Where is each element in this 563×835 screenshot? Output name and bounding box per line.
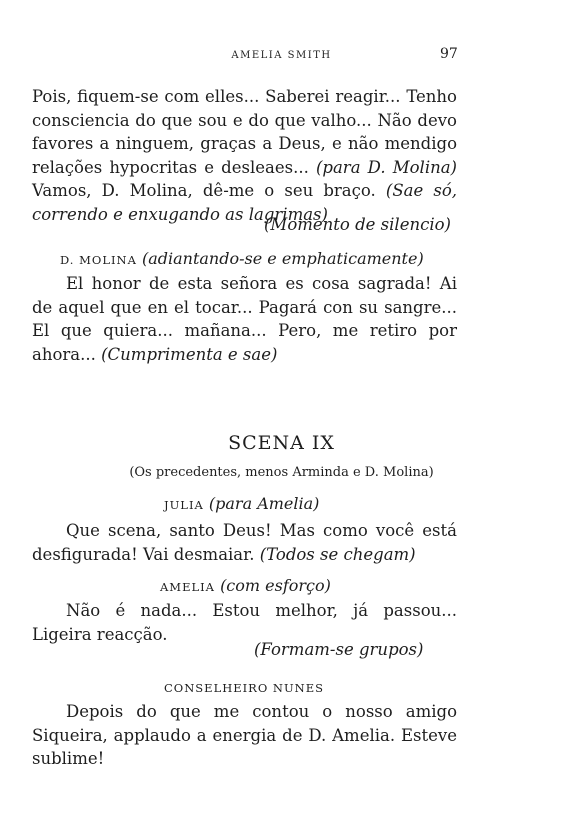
speaker-name: AMELIA [160,580,215,594]
speaker-name: JULIA [164,498,204,512]
speech-text: Não é nada... Estou melhor, já passou... Ligeira reacção. [32,601,457,644]
speaker-julia [164,494,319,513]
amelia-speech-continued [32,85,457,226]
speaker-conselheiro-nunes [164,677,324,696]
stage-direction: (Todos se chegam) [259,544,416,564]
stage-direction: (Sae só, correndo e enxugando as lagrimas) [32,181,458,224]
stage-direction-silence: (Momento de silencio) [264,215,451,234]
speech-text: Vamos, D. Molina, dê-me o seu braço. [32,181,386,200]
speaker-name: D. MOLINA [60,253,137,267]
speech-text: Pois, fiquem-se com elles... Saberei reagir... Tenho consciencia do que sou e do que valho... Não devo favores a ninguem, graças a Deus, e não mendigo relações hypocritas e desleaes... [32,87,457,177]
speech-text: Que scena, santo Deus! Mas como você está desfigurada! Vai desmaiar. [32,521,457,564]
julia-speech [32,519,457,566]
nunes-speech [32,700,457,771]
amelia-speech [32,599,457,646]
stage-direction: (para Amelia) [208,494,320,513]
speech-text: El honor de esta señora es cosa sagrada! Ai de aquel que en el tocar... Pagará con su sangre... El que quiera... mañana... Pero, me retiro por ahora... [32,274,457,364]
running-header: AMELIA SMITH [231,50,332,61]
scene-title: SCENA IX [228,432,335,454]
stage-direction: (adiantando-se e emphaticamente) [141,249,424,268]
stage-direction: (para D. Molina) [315,157,457,177]
speech-text: Depois do que me contou o nosso amigo Siqueira, applaudo a energia de D. Amelia. Esteve sublime! [32,702,457,768]
speaker-amelia [160,576,331,595]
speaker-d-molina [60,249,424,268]
scene-subtitle: (Os precedentes, menos Arminda e D. Molina) [129,465,434,480]
molina-speech [32,272,457,366]
stage-direction-groups: (Formam-se grupos) [254,640,424,659]
stage-direction: (com esforço) [220,576,331,595]
stage-direction: (Cumprimenta e sae) [101,344,278,364]
page-number: 97 [440,46,458,62]
speaker-name: CONSELHEIRO NUNES [164,681,324,695]
